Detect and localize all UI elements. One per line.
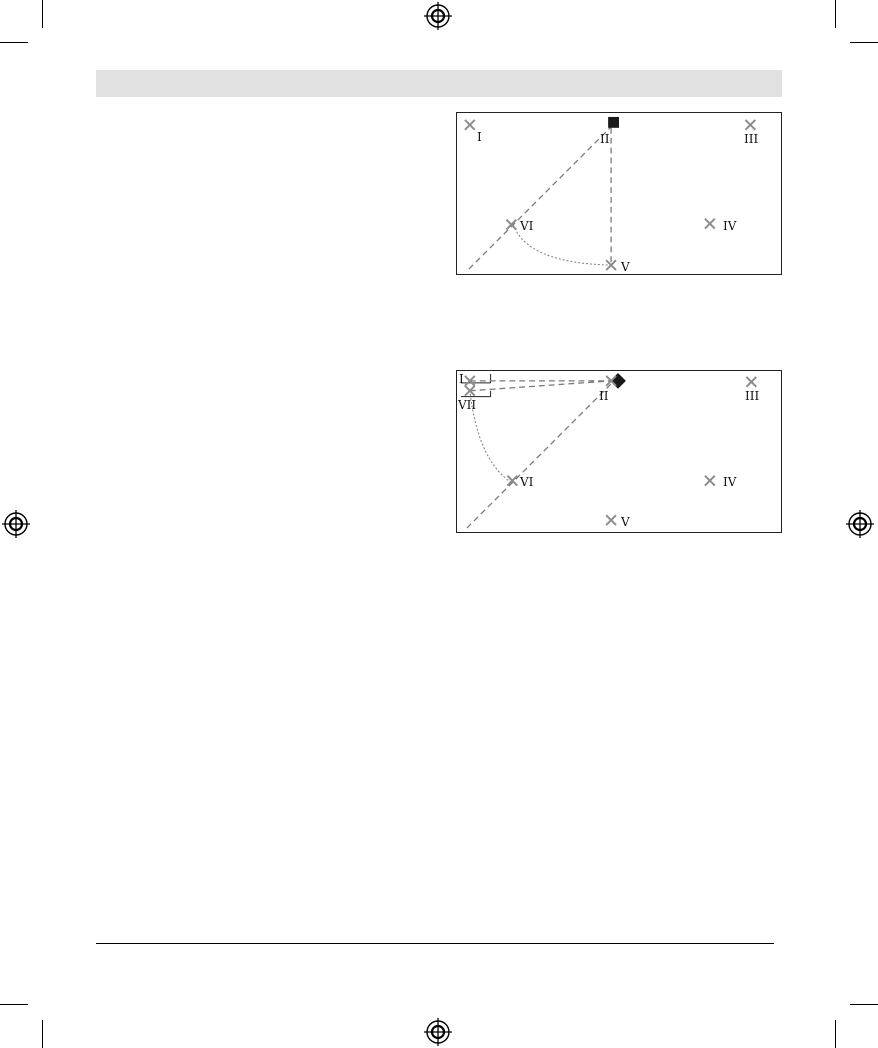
registration-mark-icon	[846, 510, 874, 538]
crop-mark-bottom-left-v	[42, 1020, 43, 1048]
registration-mark-icon	[424, 2, 452, 30]
x-mark-icon	[506, 220, 516, 230]
crop-mark-top-right-h	[850, 42, 878, 43]
crop-mark-bottom-right-v	[835, 1020, 836, 1048]
point-label-6: VI	[520, 475, 534, 489]
x-mark-icon	[746, 377, 756, 387]
crop-mark-bottom-left-h	[0, 1004, 28, 1005]
x-mark-icon	[705, 219, 715, 229]
square-device-icon	[608, 117, 619, 128]
dashed-diagonal	[469, 124, 614, 269]
diagram-1	[456, 112, 782, 275]
point-label-2: II	[600, 132, 610, 146]
point-label-2: II	[599, 389, 609, 403]
x-mark-icon	[465, 120, 475, 130]
point-label-3: III	[745, 389, 760, 403]
crop-mark-top-left-v	[42, 0, 43, 28]
point-label-5: V	[621, 260, 630, 274]
x-mark-icon	[705, 476, 715, 486]
diagram-2	[456, 370, 782, 533]
crop-mark-bottom-right-h	[850, 1004, 878, 1005]
point-label-4: IV	[723, 219, 737, 233]
point-label-1: I	[477, 130, 482, 144]
crop-mark-top-right-v	[835, 0, 836, 28]
dashed-diagonal	[467, 379, 616, 528]
registration-mark-icon	[2, 510, 30, 538]
point-label-7: VII	[458, 398, 477, 412]
point-label-4: IV	[723, 475, 737, 489]
crop-mark-top-left-h	[0, 42, 28, 43]
point-label-6: VI	[520, 219, 534, 233]
footer-rule	[96, 943, 774, 944]
diagram-1-canvas	[457, 113, 781, 274]
x-mark-icon	[606, 515, 616, 525]
x-mark-icon	[745, 120, 755, 130]
diagram-2-canvas	[457, 371, 781, 532]
point-label-1: I	[459, 372, 464, 386]
point-label-5: V	[621, 515, 630, 529]
x-mark-icon	[507, 476, 517, 486]
registration-mark-icon	[424, 1018, 452, 1046]
point-label-3: III	[744, 132, 759, 146]
header-bar	[96, 70, 782, 97]
